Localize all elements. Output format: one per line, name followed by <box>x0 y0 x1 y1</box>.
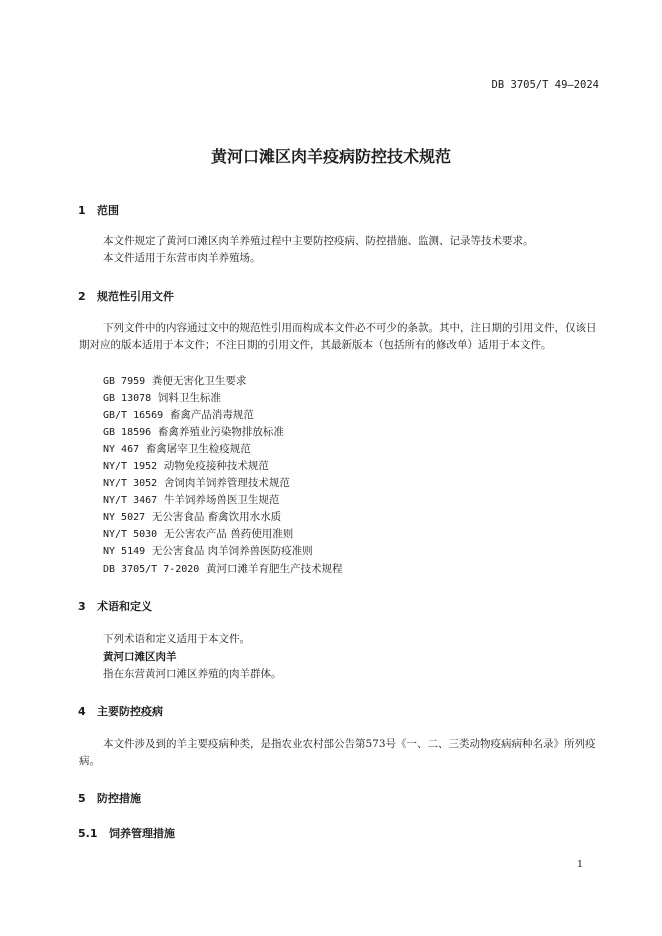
reference-item <box>103 407 254 422</box>
subsection-title: 饲养管理措施 <box>109 827 175 840</box>
reference-code: NY 5149 <box>103 546 146 557</box>
reference-item <box>103 492 279 507</box>
reference-name: 无公害食品 畜禽饮用水水质 <box>151 511 282 523</box>
reference-code: NY 467 <box>103 444 140 455</box>
reference-code: NY/T 3467 <box>103 495 158 506</box>
document-code: DB 3705/T 49—2024 <box>491 79 599 91</box>
paragraph: 下列术语和定义适用于本文件。 <box>103 633 250 645</box>
section-heading-main-diseases <box>78 703 163 719</box>
reference-code: GB 18596 <box>103 427 152 438</box>
section-number: 5 <box>78 792 86 805</box>
reference-name: 畜禽产品消毒规范 <box>169 409 254 421</box>
reference-name: 无公害食品 肉羊饲养兽医防疫准则 <box>151 545 313 557</box>
reference-item <box>103 458 269 473</box>
reference-name: 畜禽屠宰卫生检疫规范 <box>145 443 251 455</box>
section-number: 2 <box>78 290 86 303</box>
reference-name: 舍饲肉羊饲养管理技术规范 <box>163 477 290 489</box>
reference-code: GB 13078 <box>103 393 152 404</box>
section-number: 4 <box>78 705 86 718</box>
reference-item <box>103 373 246 388</box>
section-heading-normative-references <box>78 288 174 304</box>
paragraph: 下列文件中的内容通过文中的规范性引用而构成本文件必不可少的条款。其中，注日期的引用文件，仅该日期对应的版本适用于本文件；不注日期的引用文件，其最新版本（包括所有的修改单）适用于本文件。 <box>79 322 597 351</box>
reference-name: 动物免疫接种技术规范 <box>163 460 269 472</box>
reference-name: 粪便无害化卫生要求 <box>151 375 247 387</box>
reference-name: 黄河口滩羊育肥生产技术规程 <box>206 563 343 575</box>
reference-item <box>103 390 221 405</box>
page-number: 1 <box>576 859 583 870</box>
section-heading-control-measures <box>78 790 141 806</box>
term-definition: 指在东营黄河口滩区养殖的肉羊群体。 <box>103 668 282 680</box>
paragraph: 本文件规定了黄河口滩区肉羊养殖过程中主要防控疫病、防控措施、监测、记录等技术要求。 <box>103 235 534 247</box>
section-title: 范围 <box>97 204 119 217</box>
reference-code: GB 7959 <box>103 376 146 387</box>
section-heading-terms <box>78 598 152 614</box>
term-name: 黄河口滩区肉羊 <box>103 651 177 663</box>
section-title: 规范性引用文件 <box>97 290 174 303</box>
reference-item <box>103 509 281 524</box>
reference-item <box>103 561 343 576</box>
section-title: 主要防控疫病 <box>97 705 163 718</box>
section-title: 防控措施 <box>97 792 141 805</box>
reference-item <box>103 526 293 541</box>
reference-code: DB 3705/T 7-2020 <box>103 564 200 575</box>
reference-code: NY/T 1952 <box>103 461 158 472</box>
paragraph: 本文件适用于东营市肉羊养殖场。 <box>103 252 261 264</box>
section-number: 3 <box>78 600 86 613</box>
reference-item <box>103 424 284 439</box>
reference-code: NY/T 5030 <box>103 529 158 540</box>
reference-name: 无公害农产品 兽药使用准则 <box>163 528 294 540</box>
reference-name: 牛羊饲养场兽医卫生规范 <box>163 494 280 506</box>
document-title: 黄河口滩区肉羊疫病防控技术规范 <box>210 147 451 166</box>
reference-item <box>103 441 251 456</box>
reference-code: NY 5027 <box>103 512 146 523</box>
reference-item <box>103 543 313 558</box>
section-heading-scope <box>78 202 119 218</box>
section-title: 术语和定义 <box>97 600 152 613</box>
subsection-heading-feeding-management <box>78 825 175 841</box>
reference-code: GB/T 16569 <box>103 410 164 421</box>
subsection-number: 5.1 <box>78 827 98 840</box>
reference-name: 畜禽养殖业污染物排放标准 <box>157 426 284 438</box>
paragraph: 本文件涉及到的羊主要疫病种类，是指农业农村部公告第573号《一、二、三类动物疫病病种名录》所列疫病。 <box>79 738 596 767</box>
section-number: 1 <box>78 204 86 217</box>
reference-item <box>103 475 290 490</box>
reference-name: 饲料卫生标准 <box>157 392 221 404</box>
reference-code: NY/T 3052 <box>103 478 158 489</box>
